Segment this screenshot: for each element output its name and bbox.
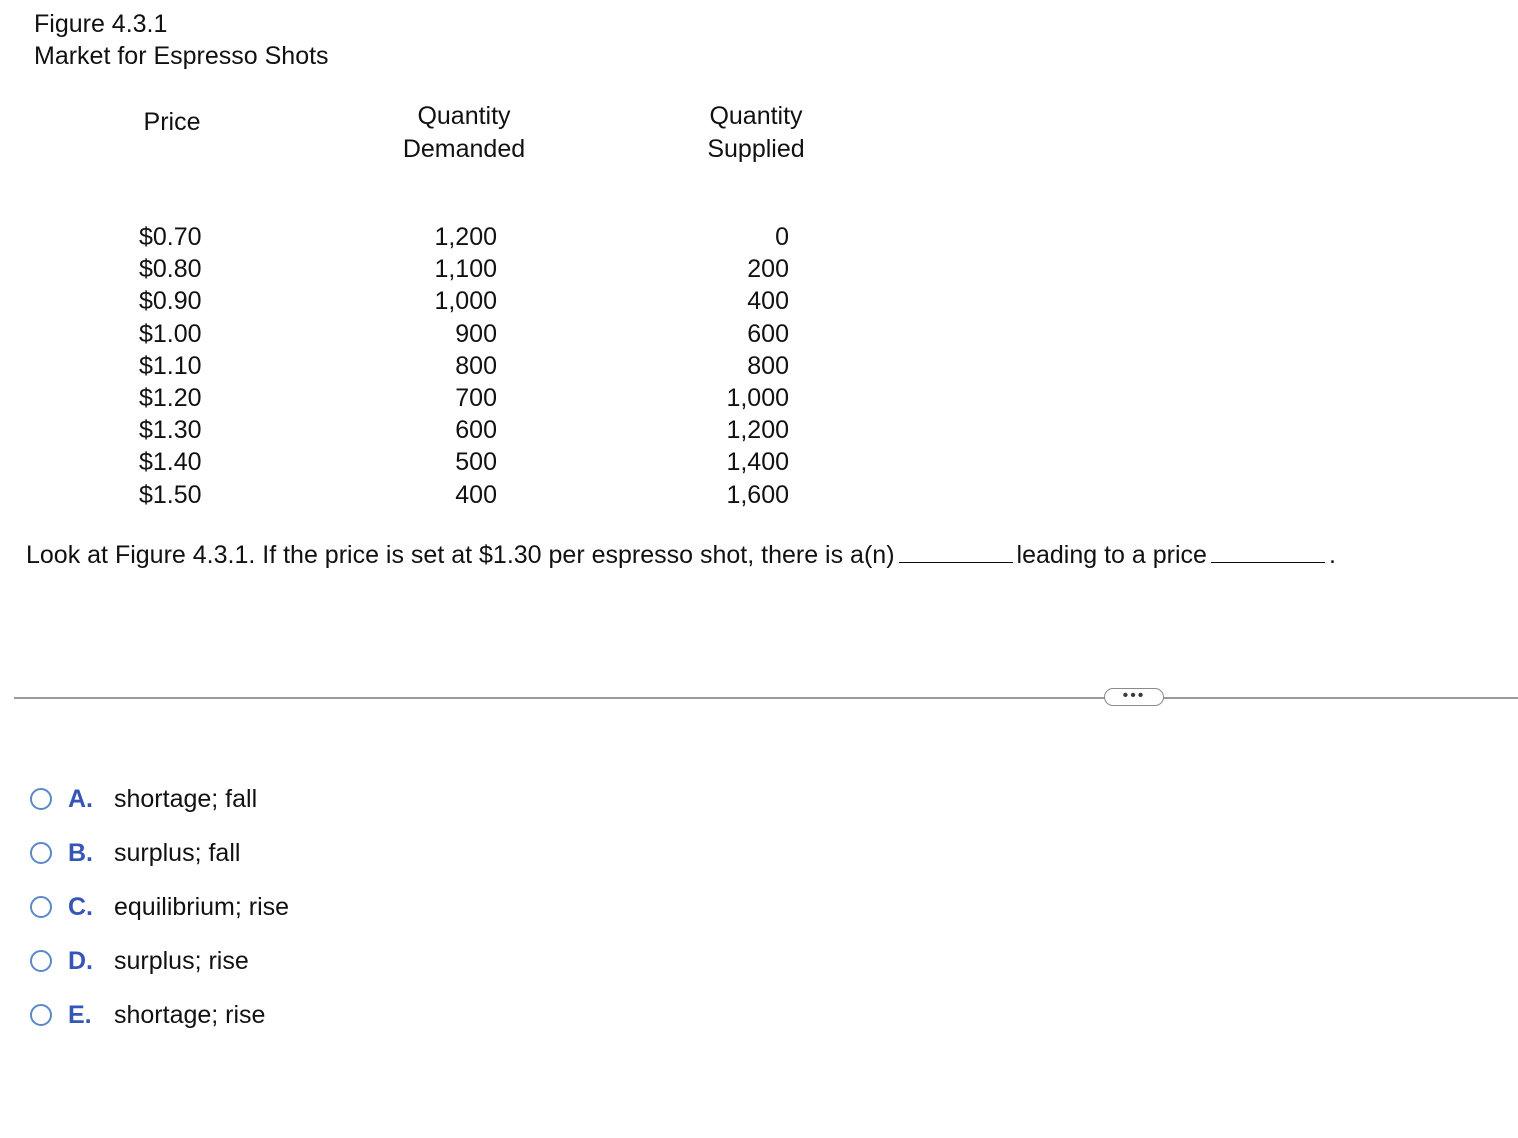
price-cell: $0.80 bbox=[139, 255, 202, 284]
option-e[interactable] bbox=[28, 988, 289, 1042]
qd-cell: 800 bbox=[455, 351, 497, 380]
radio-button-icon[interactable] bbox=[30, 842, 52, 864]
qs-cell: 200 bbox=[747, 255, 789, 284]
header-qs-line2: Supplied bbox=[707, 135, 805, 163]
option-text: surplus; rise bbox=[114, 946, 249, 975]
qs-cell: 1,600 bbox=[726, 480, 789, 509]
option-text: equilibrium; rise bbox=[114, 892, 290, 921]
option-a[interactable] bbox=[28, 772, 289, 826]
price-column bbox=[139, 221, 202, 511]
qs-cell: 400 bbox=[747, 287, 789, 316]
option-c[interactable] bbox=[28, 880, 289, 934]
option-letter: E. bbox=[68, 1000, 92, 1029]
radio-button-icon[interactable] bbox=[30, 896, 52, 918]
qs-cell: 0 bbox=[775, 223, 789, 251]
price-cell: $1.00 bbox=[139, 319, 202, 348]
price-cell: $1.20 bbox=[139, 384, 202, 413]
qs-cell: 1,400 bbox=[726, 448, 789, 477]
question-end: . bbox=[1328, 541, 1336, 569]
figure-caption bbox=[34, 8, 329, 72]
qs-cell: 1,000 bbox=[726, 384, 789, 413]
qd-cell: 900 bbox=[455, 319, 497, 348]
qs-cell: 800 bbox=[747, 351, 789, 380]
qd-cell: 500 bbox=[455, 448, 497, 477]
qs-cell: 1,200 bbox=[726, 416, 789, 445]
header-qd-line2: Demanded bbox=[402, 135, 526, 163]
option-b[interactable] bbox=[28, 826, 289, 880]
price-cell: $0.90 bbox=[139, 287, 202, 316]
option-text: surplus; fall bbox=[114, 838, 241, 867]
expand-more-button[interactable] bbox=[1104, 688, 1164, 706]
qd-cell: 600 bbox=[455, 416, 497, 445]
quantity-supplied-column bbox=[690, 221, 789, 511]
radio-button-icon[interactable] bbox=[30, 788, 52, 810]
price-cell: $1.30 bbox=[139, 416, 202, 445]
option-letter: B. bbox=[68, 838, 93, 867]
qd-cell: 1,200 bbox=[434, 223, 497, 251]
option-letter: D. bbox=[68, 946, 93, 975]
answer-blank-1 bbox=[899, 540, 1013, 563]
figure-title: Market for Espresso Shots bbox=[34, 42, 329, 70]
header-qd-line1: Quantity bbox=[417, 102, 511, 130]
ellipsis-icon: ••• bbox=[1122, 687, 1146, 704]
qd-cell: 1,000 bbox=[434, 287, 497, 316]
figure-number: Figure 4.3.1 bbox=[34, 10, 168, 38]
answer-blank-2 bbox=[1211, 540, 1325, 563]
price-cell: $0.70 bbox=[139, 223, 202, 251]
qs-cell: 600 bbox=[747, 319, 789, 348]
header-quantity-supplied bbox=[666, 100, 846, 166]
qd-cell: 700 bbox=[455, 384, 497, 413]
price-cell: $1.50 bbox=[139, 480, 202, 509]
option-text: shortage; rise bbox=[114, 1000, 266, 1029]
question-text bbox=[26, 538, 1336, 572]
radio-button-icon[interactable] bbox=[30, 950, 52, 972]
answer-options bbox=[28, 772, 289, 1042]
question-part1: Look at Figure 4.3.1. If the price is set at $1.30 per espresso shot, there is a(n) bbox=[26, 541, 895, 569]
section-divider bbox=[14, 697, 1518, 699]
option-text: shortage; fall bbox=[114, 784, 258, 813]
price-cell: $1.40 bbox=[139, 448, 202, 477]
question-part2: leading to a price bbox=[1016, 541, 1207, 569]
qd-cell: 400 bbox=[455, 480, 497, 509]
quantity-demanded-column bbox=[400, 221, 497, 511]
header-qs-line1: Quantity bbox=[709, 102, 803, 130]
qd-cell: 1,100 bbox=[434, 255, 497, 284]
option-letter: C. bbox=[68, 892, 93, 921]
header-quantity-demanded bbox=[374, 100, 554, 166]
option-d[interactable] bbox=[28, 934, 289, 988]
header-price: Price bbox=[143, 108, 201, 136]
option-letter: A. bbox=[68, 784, 93, 813]
price-cell: $1.10 bbox=[139, 351, 202, 380]
radio-button-icon[interactable] bbox=[30, 1004, 52, 1026]
